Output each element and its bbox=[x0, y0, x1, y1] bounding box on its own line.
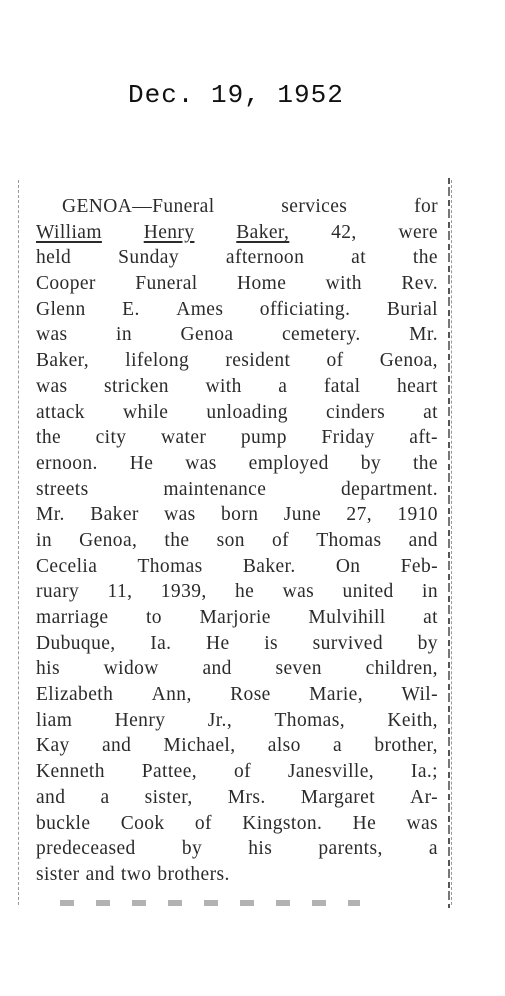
article-line: and a sister, Mrs. Margaret Ar- bbox=[36, 786, 438, 808]
article-line: streets maintenance department. bbox=[36, 478, 438, 500]
article-line: William Henry Baker, 42, were bbox=[36, 221, 438, 243]
article-line: was stricken with a fatal heart bbox=[36, 375, 438, 397]
article-line: marriage to Marjorie Mulvihill at bbox=[36, 607, 438, 628]
article-line: Elizabeth Ann, Rose Marie, Wil- bbox=[36, 684, 438, 706]
article-line: sister and two brothers. bbox=[36, 863, 230, 885]
obituary-article bbox=[36, 194, 438, 888]
article-line: predeceased by his parents, a bbox=[36, 838, 438, 860]
article-line: was in Genoa cemetery. Mr. bbox=[36, 324, 438, 346]
article-line: GENOA—Funeral services for bbox=[62, 196, 438, 217]
article-line: Baker, lifelong resident of Genoa, bbox=[36, 350, 438, 372]
article-line: Kay and Michael, also a brother, bbox=[36, 735, 438, 757]
article-line: Cooper Funeral Home with Rev. bbox=[36, 273, 438, 295]
article-line: ruary 11, 1939, he was united in bbox=[36, 581, 438, 603]
article-line: Cecelia Thomas Baker. On Feb- bbox=[36, 555, 438, 577]
article-line: Kenneth Pattee, of Janesville, Ia.; bbox=[36, 761, 438, 783]
article-line: liam Henry Jr., Thomas, Keith, bbox=[36, 709, 438, 731]
article-line: the city water pump Friday aft- bbox=[36, 427, 438, 449]
article-line: Mr. Baker was born June 27, 1910 bbox=[36, 504, 438, 526]
clipping-column-rule bbox=[448, 178, 450, 908]
article-line: his widow and seven children, bbox=[36, 658, 438, 680]
article-line: attack while unloading cinders at bbox=[36, 401, 438, 423]
clipping-date: Dec. 19, 1952 bbox=[128, 80, 344, 110]
article-line: held Sunday afternoon at the bbox=[36, 247, 438, 269]
article-line: ernoon. He was employed by the bbox=[36, 452, 438, 474]
article-line: Glenn E. Ames officiating. Burial bbox=[36, 298, 438, 320]
article-line: in Genoa, the son of Thomas and bbox=[36, 529, 438, 551]
article-line: Dubuque, Ia. He is survived by bbox=[36, 632, 438, 654]
article-line: buckle Cook of Kingston. He was bbox=[36, 812, 438, 834]
